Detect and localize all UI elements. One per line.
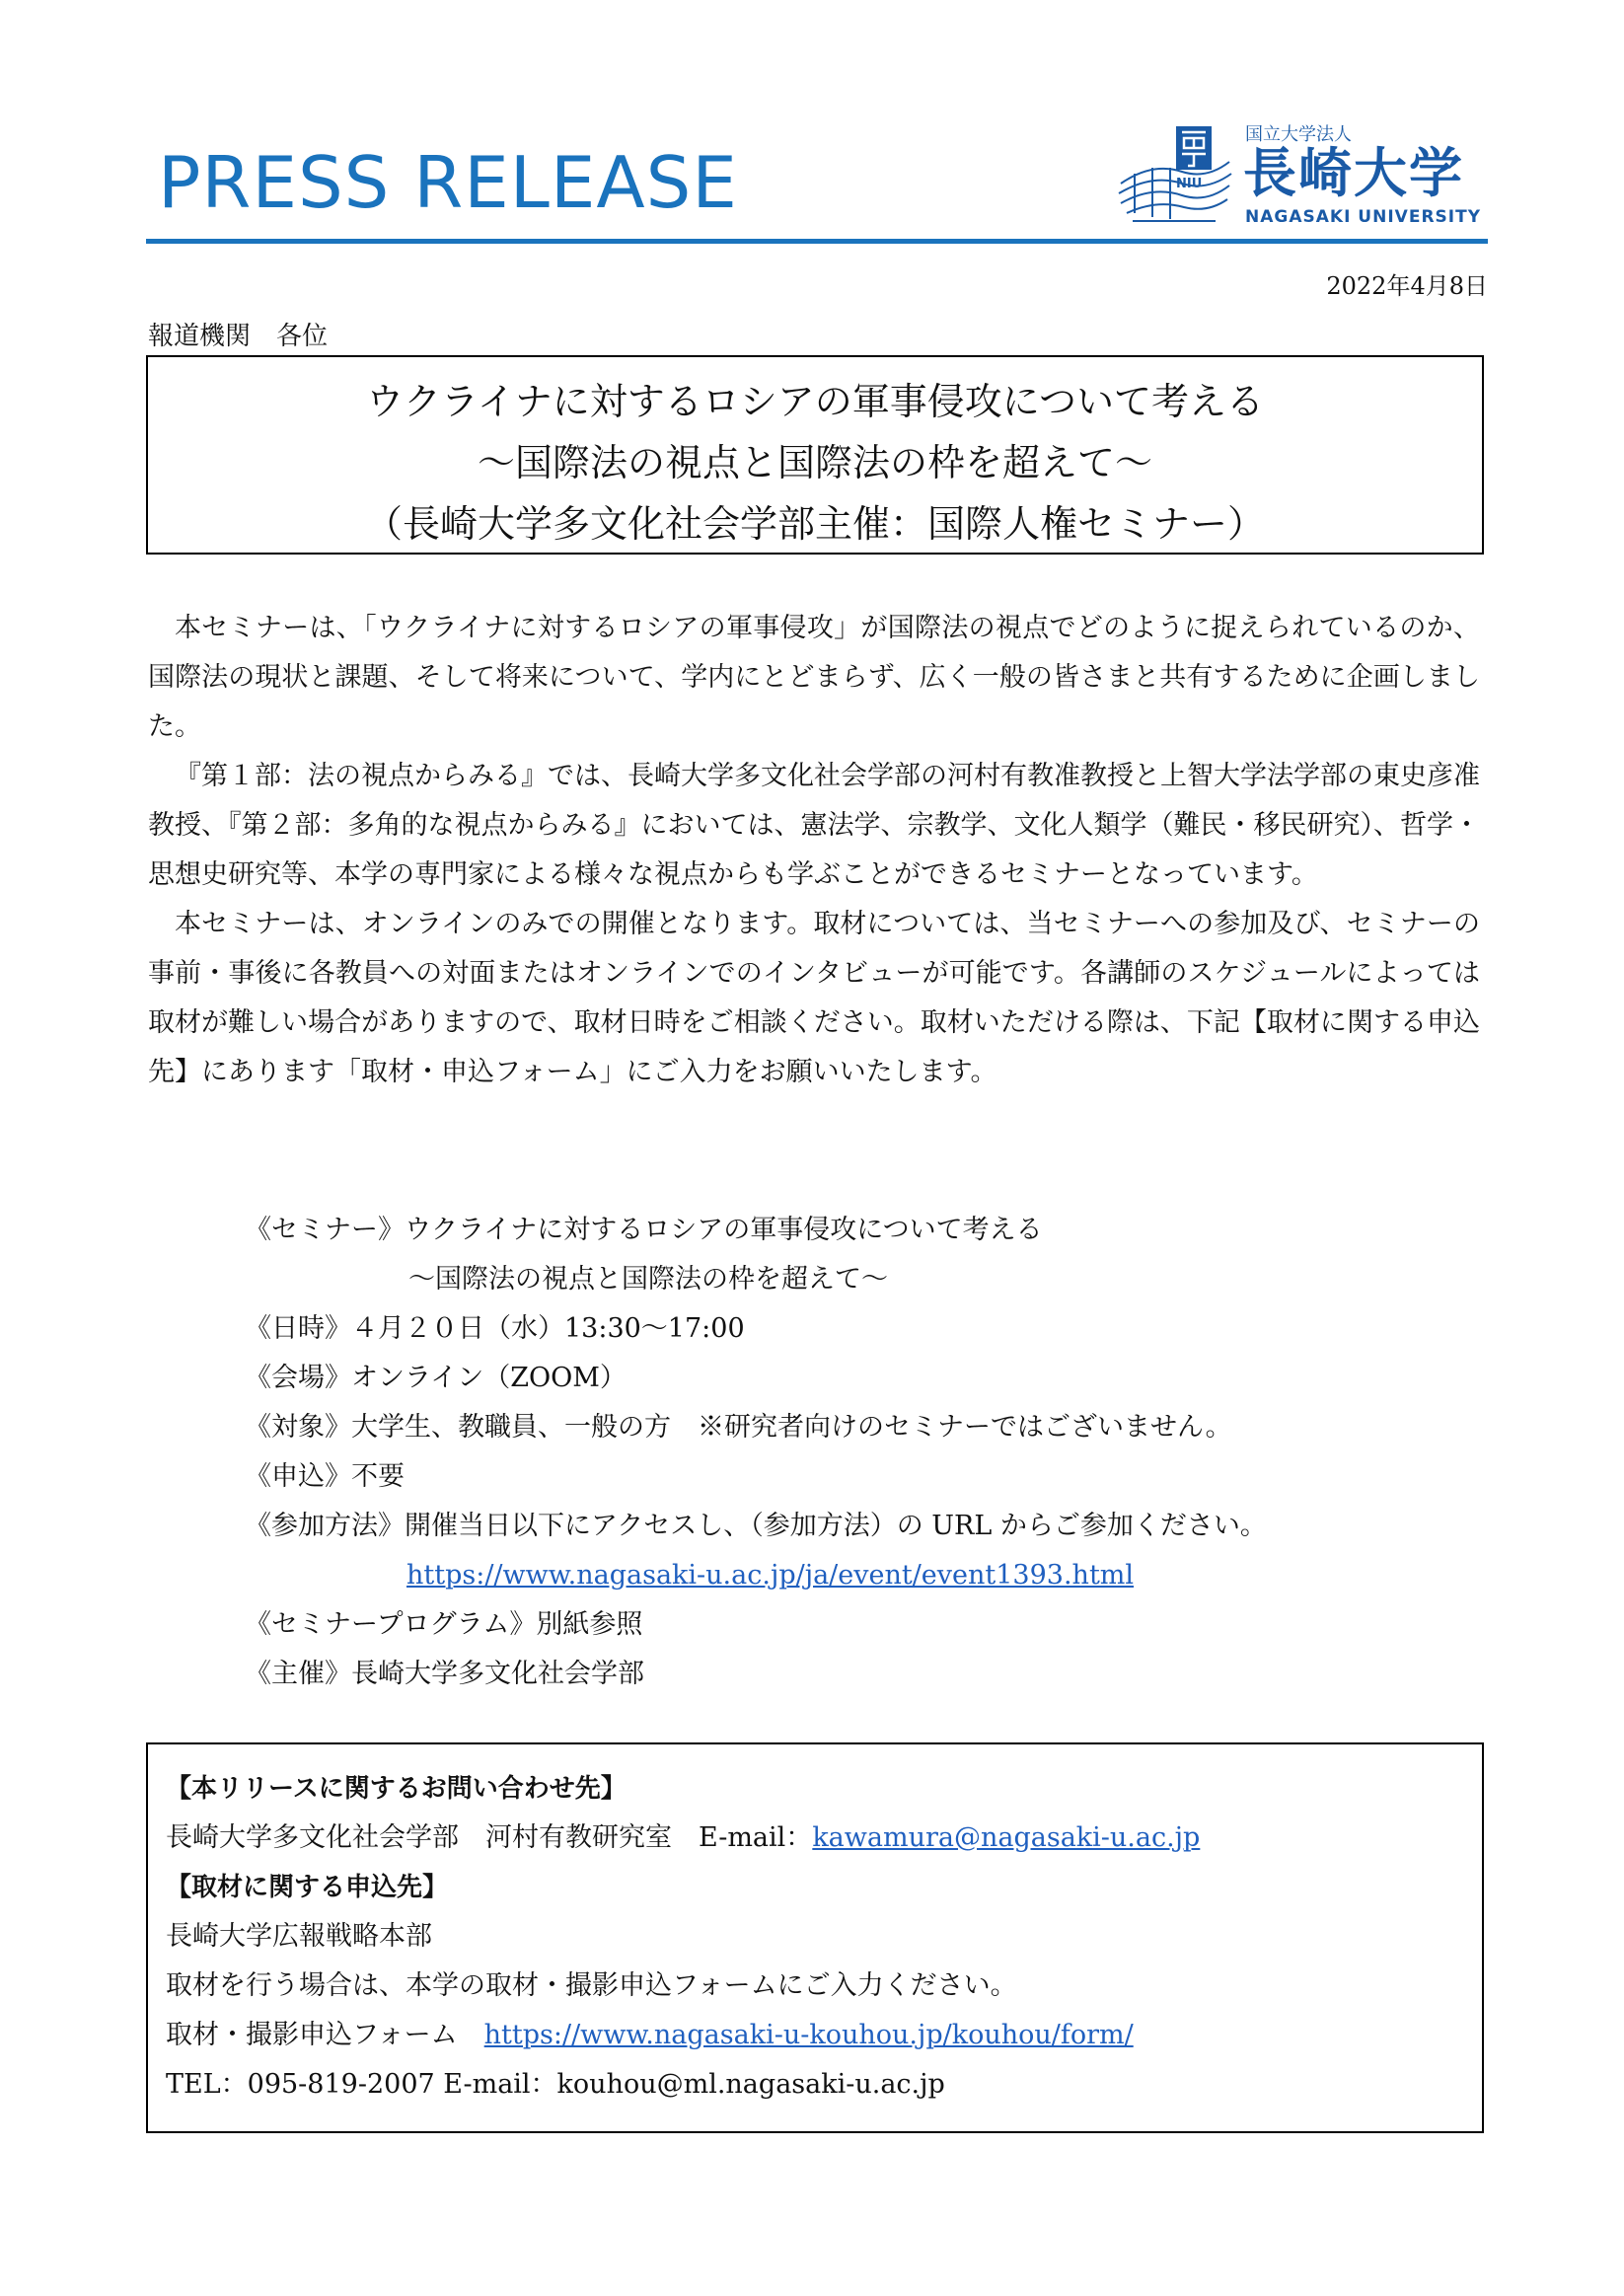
seminar-details [245, 1206, 1267, 1699]
inquiry-row [166, 1814, 1200, 1863]
participation-label: 《参加方法》 [245, 1511, 405, 1541]
seminar-title: ウクライナに対するロシアの軍事侵攻について考える [405, 1215, 1043, 1245]
body-paragraph-2: 『第１部：法の視点からみる』では、長崎大学多文化社会学部の河村有教准教授と上智大学法学部の東史彦准教授、『第２部：多角的な視点からみる』においては、憲法学、宗教学、文化人類学（難民・移民研究）、哲学・思想史研究等、本学の専門家による様々な視点からも学ぶことができるセミナーとなっています。 [148, 761, 1480, 890]
press-release-title: PRESS RELEASE [158, 141, 738, 224]
seminar-label: 《セミナー》 [245, 1215, 405, 1245]
title-box [146, 355, 1484, 555]
coverage-note: 取材を行う場合は、本学の取材・撮影申込フォームにご入力ください。 [166, 1970, 1017, 2001]
datetime-row [245, 1304, 1267, 1354]
logo-english-name: NAGASAKI UNIVERSITY [1245, 207, 1482, 227]
target-label: 《対象》 [245, 1412, 351, 1443]
organizer-row [245, 1650, 1267, 1699]
body-paragraph-3: 本セミナーは、オンラインのみでの開催となります。取材については、当セミナーへの参加及び、セミナーの事前・事後に各教員への対面またはオンラインでのインタビューが可能です。各講師のスケジュールによっては取材が難しい場合がありますので、取材日時をご相談ください。取材いただける際は、下記【取材に関する申込先】にあります「取材・申込フォーム」にご入力をお願いいたします。 [148, 909, 1480, 1087]
target-value: 大学生、教職員、一般の方 ※研究者向けのセミナーではございません。 [351, 1412, 1232, 1443]
inquiry-heading: 【本リリースに関するお問い合わせ先】 [166, 1774, 627, 1804]
venue-value: オンライン（ZOOM） [351, 1363, 627, 1393]
program-row [245, 1600, 1267, 1650]
seminar-title-row [245, 1206, 1267, 1255]
application-label: 《申込》 [245, 1461, 351, 1492]
title-line-3: （長崎大学多文化社会学部主催：国際人権セミナー） [364, 502, 1265, 546]
contact-box [146, 1742, 1484, 2133]
coverage-heading: 【取材に関する申込先】 [166, 1873, 449, 1902]
inquiry-text: 長崎大学多文化社会学部 河村有教研究室 E-mail： [166, 1822, 813, 1853]
form-url-link[interactable]: https://www.nagasaki-u-kouhou.jp/kouhou/form/ [483, 2020, 1134, 2050]
inquiry-email-link[interactable]: kawamura@nagasaki-u.ac.jp [812, 1822, 1201, 1853]
contact-content [166, 1764, 1200, 2110]
program-label: 《セミナープログラム》 [245, 1609, 537, 1640]
logo-name: 長崎大学 [1243, 142, 1464, 204]
header-rule [146, 239, 1488, 244]
datetime-label: 《日時》 [245, 1313, 351, 1344]
seminar-subtitle-row [245, 1255, 1267, 1304]
application-row [245, 1452, 1267, 1502]
tel-email-line: TEL：095-819-2007 E-mail：kouhou@ml.nagasaki-u.ac.jp [166, 2069, 945, 2100]
organizer-label: 《主催》 [245, 1659, 351, 1689]
datetime-value: ４月２０日（水）13:30～17:00 [351, 1313, 745, 1344]
university-emblem-icon [1113, 122, 1236, 231]
organizer-value: 長崎大学多文化社会学部 [351, 1659, 644, 1689]
venue-label: 《会場》 [245, 1363, 351, 1393]
logo-subtitle: 国立大学法人 [1245, 124, 1352, 145]
form-label: 取材・撮影申込フォーム [166, 2020, 484, 2050]
body-paragraph-1: 本セミナーは、「ウクライナに対するロシアの軍事侵攻」が国際法の視点でどのように捉えられているのか、国際法の現状と課題、そして将来について、学内にとどまらず、広く一般の皆さまと共有するために企画しました。 [148, 613, 1480, 742]
body-text [148, 604, 1480, 1097]
participation-row [245, 1502, 1267, 1551]
title-line-1: ウクライナに対するロシアの軍事侵攻について考える [365, 380, 1265, 423]
target-row [245, 1403, 1267, 1452]
form-row [166, 2011, 1200, 2060]
program-value: 別紙参照 [536, 1609, 643, 1640]
university-logo [1113, 116, 1488, 235]
seminar-subtitle: ～国際法の視点と国際法の枠を超えて～ [408, 1264, 888, 1295]
participation-url-link[interactable]: https://www.nagasaki-u.ac.jp/ja/event/event1393.html [406, 1560, 1135, 1591]
application-value: 不要 [351, 1461, 405, 1492]
venue-row [245, 1354, 1267, 1403]
emblem-text: NIU [1176, 177, 1203, 191]
release-date: 2022年4月8日 [1326, 272, 1488, 300]
title-line-2: ～国際法の視点と国際法の枠を超えて～ [477, 441, 1152, 484]
participation-value: 開催当日以下にアクセスし、（参加方法）の URL からご参加ください。 [405, 1511, 1267, 1541]
coverage-office: 長崎大学広報戦略本部 [166, 1921, 432, 1952]
addressee: 報道機関 各位 [148, 322, 329, 351]
participation-url-row [245, 1551, 1267, 1600]
